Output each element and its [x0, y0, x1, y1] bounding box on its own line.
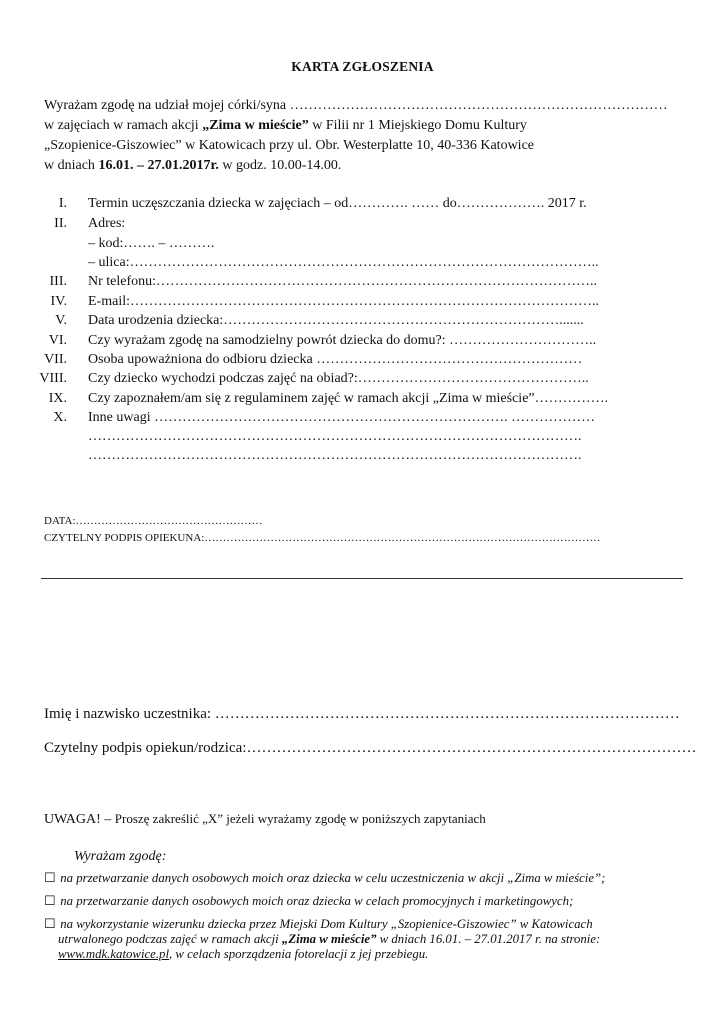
- question-text: Nr telefonu:…………………………………………………………………………………..: [88, 274, 598, 289]
- consent-item-3-line-3-post: , w celach sporządzenia fotorelacji z jej przebiegu.: [169, 947, 429, 961]
- intro-line-2: [44, 116, 527, 136]
- consent-item-1-text: na przetwarzanie danych osobowych moich oraz dziecka w celu uczestniczenia w akcji „Zima w mieście”;: [60, 871, 606, 885]
- question-text: Data urodzenia dziecka:……………………………………………………………….......: [88, 313, 584, 328]
- consent-item-3-line-2: [58, 932, 600, 947]
- intro-line-4-post: w godz. 10.00-14.00.: [218, 158, 342, 173]
- event-dates: 16.01. – 27.01.2017r.: [98, 158, 219, 173]
- guardian-signature-field: CZYTELNY PODPIS OPIEKUNA:………………………………………………………………………………………………: [44, 532, 601, 544]
- question-text: Osoba upoważniona do odbioru dziecka …………………………………………………: [88, 352, 583, 367]
- question-number: V.: [55, 313, 67, 328]
- question-row: [0, 427, 725, 447]
- consent-item-1: [44, 870, 605, 886]
- checkbox-icon[interactable]: ☐: [44, 870, 56, 885]
- consent-item-3: [44, 916, 593, 932]
- question-row: [0, 194, 725, 214]
- question-number: II.: [54, 216, 67, 231]
- checkbox-icon[interactable]: ☐: [44, 893, 56, 908]
- notice-lead: UWAGA! –: [44, 812, 115, 827]
- form-title: KARTA ZGŁOSZENIA: [291, 59, 434, 74]
- question-number: VI.: [48, 333, 67, 348]
- consent-item-3-text: na wykorzystanie wizerunku dziecka przez Miejski Dom Kultury „Szopienice-Giszowiec” w Katowicach: [60, 917, 593, 931]
- question-number: VIII.: [39, 371, 67, 386]
- consent-item-3-line-3: [58, 947, 428, 962]
- consent-item-2-text: na przetwarzanie danych osobowych moich oraz dziecka w celach promocyjnych i marketingowych;: [60, 894, 574, 908]
- question-row: [0, 214, 725, 234]
- question-text: Czy zapoznałem/am się z regulaminem zajęć w ramach akcji „Zima w mieście”…………….: [88, 391, 609, 406]
- question-number: IX.: [48, 391, 67, 406]
- question-row: [0, 272, 725, 292]
- website-link[interactable]: www.mdk.katowice.pl: [58, 947, 170, 961]
- consent-item-2: [44, 893, 573, 909]
- question-text: – kod:……. – ……….: [88, 236, 215, 251]
- consent-item-3-line-2-pre: utrwalonego podczas zajęć w ramach akcji: [58, 932, 282, 946]
- question-row: [0, 253, 725, 273]
- question-text: Adres:: [88, 216, 126, 231]
- question-number: III.: [49, 274, 67, 289]
- consent-heading: Wyrażam zgodę:: [74, 849, 167, 864]
- question-row: [0, 408, 725, 428]
- question-text: Czy wyrażam zgodę na samodzielny powrót dziecka do domu?: …………………………..: [88, 333, 597, 348]
- question-number: IV.: [50, 294, 67, 309]
- question-text: …………………………………………………………………………………………….: [88, 429, 582, 444]
- checkbox-icon[interactable]: ☐: [44, 916, 56, 931]
- question-text: – ulica:………………………………………………………………………………………..: [88, 255, 599, 270]
- question-text: Inne uwagi …………………………………………………………………. ………………: [88, 410, 596, 425]
- question-row: [0, 292, 725, 312]
- question-row: [0, 389, 725, 409]
- question-row: [0, 311, 725, 331]
- question-text: E-mail:………………………………………………………………………………………..: [88, 294, 599, 309]
- intro-line-4-pre: w dniach: [44, 158, 99, 173]
- event-name: „Zima w mieście”: [202, 118, 309, 133]
- question-text: …………………………………………………………………………………………….: [88, 448, 582, 463]
- question-row: [0, 446, 725, 466]
- question-text: Termin uczęszczania dziecka w zajęciach – od…………. …… do………………. 2017 r.: [88, 196, 587, 211]
- intro-line-1: Wyrażam zgodę na udział mojej córki/syna ………………………………………………………………………: [44, 98, 668, 113]
- question-row: [0, 234, 725, 254]
- question-row: [0, 369, 725, 389]
- intro-line-4: [44, 156, 341, 176]
- intro-line-3: „Szopienice-Giszowiec” w Katowicach przy ul. Obr. Westerplatte 10, 40-336 Katowice: [44, 138, 534, 153]
- intro-line-2-post: w Filii nr 1 Miejskiego Domu Kultury: [308, 118, 527, 133]
- question-row: [0, 350, 725, 370]
- notice-text: Proszę zakreślić „X” jeżeli wyrażamy zgodę w poniższych zapytaniach: [114, 811, 486, 826]
- question-text: Czy dziecko wychodzi podczas zajęć na obiad?:…………………………………………..: [88, 371, 589, 386]
- date-field: DATA:……………………………………………: [44, 515, 263, 527]
- consent-event-name: „Zima w mieście”: [281, 932, 377, 946]
- notice: [44, 811, 486, 828]
- participant-name-field: Imię i nazwisko uczestnika: …………………………………………………………………………………: [44, 706, 680, 722]
- section-divider: [41, 578, 683, 579]
- question-row: [0, 331, 725, 351]
- question-number: I.: [58, 196, 67, 211]
- consent-item-3-line-2-post: w dniach 16.01. – 27.01.2017 r. na stronie:: [376, 932, 601, 946]
- question-number: X.: [53, 410, 67, 425]
- parent-signature-field: Czytelny podpis opiekun/rodzica:………………………………………………………………………………: [44, 740, 697, 756]
- question-number: VII.: [44, 352, 67, 367]
- intro-line-2-pre: w zajęciach w ramach akcji: [44, 118, 203, 133]
